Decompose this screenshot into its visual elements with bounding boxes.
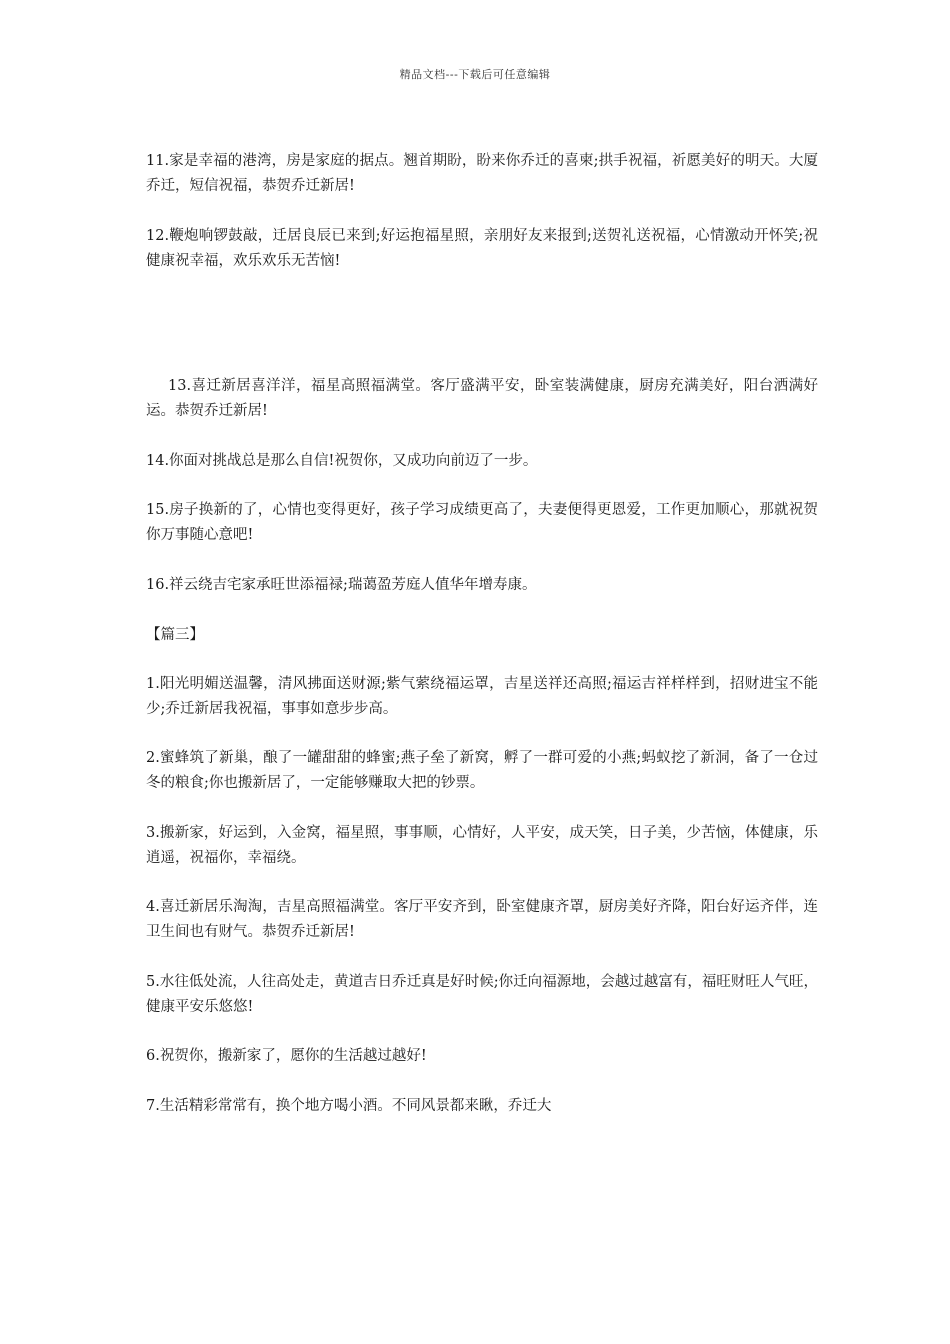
paragraph-14: 14.你面对挑战总是那么自信!祝贺你，又成功向前迈了一步。: [146, 453, 538, 469]
paragraph-3: 3.搬新家，好运到，入金窝，福星照，事事顺，心情好，人平安，成天笑，日子美，少苦恼，体健康，乐逍遥，祝福你，幸福绕。: [146, 825, 818, 866]
paragraph-5: 5.水往低处流，人往高处走，黄道吉日乔迁真是好时候;你迁向福源地，会越过越富有，福旺财旺人气旺，健康平安乐悠悠!: [146, 974, 818, 1015]
section-heading: 【篇三】: [146, 627, 204, 643]
paragraph-12: 12.鞭炮响锣鼓敲，迁居良辰已来到;好运抱福星照，亲朋好友来报到;送贺礼送祝福，心情激动开怀笑;祝健康祝幸福，欢乐欢乐无苦恼!: [146, 228, 818, 269]
paragraph-4: 4.喜迁新居乐淘淘，吉星高照福满堂。客厅平安齐到，卧室健康齐罩，厨房美好齐降，阳台好运齐伴，连卫生间也有财气。恭贺乔迁新居!: [146, 899, 818, 940]
paragraph-13: 13.喜迁新居喜洋洋，福星高照福满堂。客厅盛满平安，卧室装满健康，厨房充满美好，阳台洒满好运。恭贺乔迁新居!: [146, 378, 818, 419]
paragraph-11: 11.家是幸福的港湾，房是家庭的据点。翘首期盼，盼来你乔迁的喜柬;拱手祝福，祈愿美好的明天。大厦乔迁，短信祝福，恭贺乔迁新居!: [146, 153, 818, 194]
paragraph-1: 1.阳光明媚送温馨，清风拂面送财源;紫气萦绕福运罩，吉星送祥还高照;福运吉祥样样到，招财进宝不能少;乔迁新居我祝福，事事如意步步高。: [146, 676, 818, 717]
paragraph-16: 16.祥云绕吉宅家承旺世添福禄;瑞蔼盈芳庭人值华年增寿康。: [146, 577, 537, 593]
paragraph-6: 6.祝贺你，搬新家了，愿你的生活越过越好!: [146, 1048, 427, 1064]
paragraph-7: 7.生活精彩常常有，换个地方喝小酒。不同风景都来瞅，乔迁大: [146, 1098, 552, 1114]
page-header: 精品文档---下载后可任意编辑: [399, 68, 551, 81]
paragraph-2: 2.蜜蜂筑了新巢，酿了一罐甜甜的蜂蜜;燕子垒了新窝，孵了一群可爱的小燕;蚂蚁挖了新洞，备了一仓过冬的粮食;你也搬新居了，一定能够赚取大把的钞票。: [146, 750, 818, 791]
paragraph-15: 15.房子换新的了，心情也变得更好，孩子学习成绩更高了，夫妻便得更恩爱，工作更加顺心，那就祝贺你万事随心意吧!: [146, 502, 818, 543]
